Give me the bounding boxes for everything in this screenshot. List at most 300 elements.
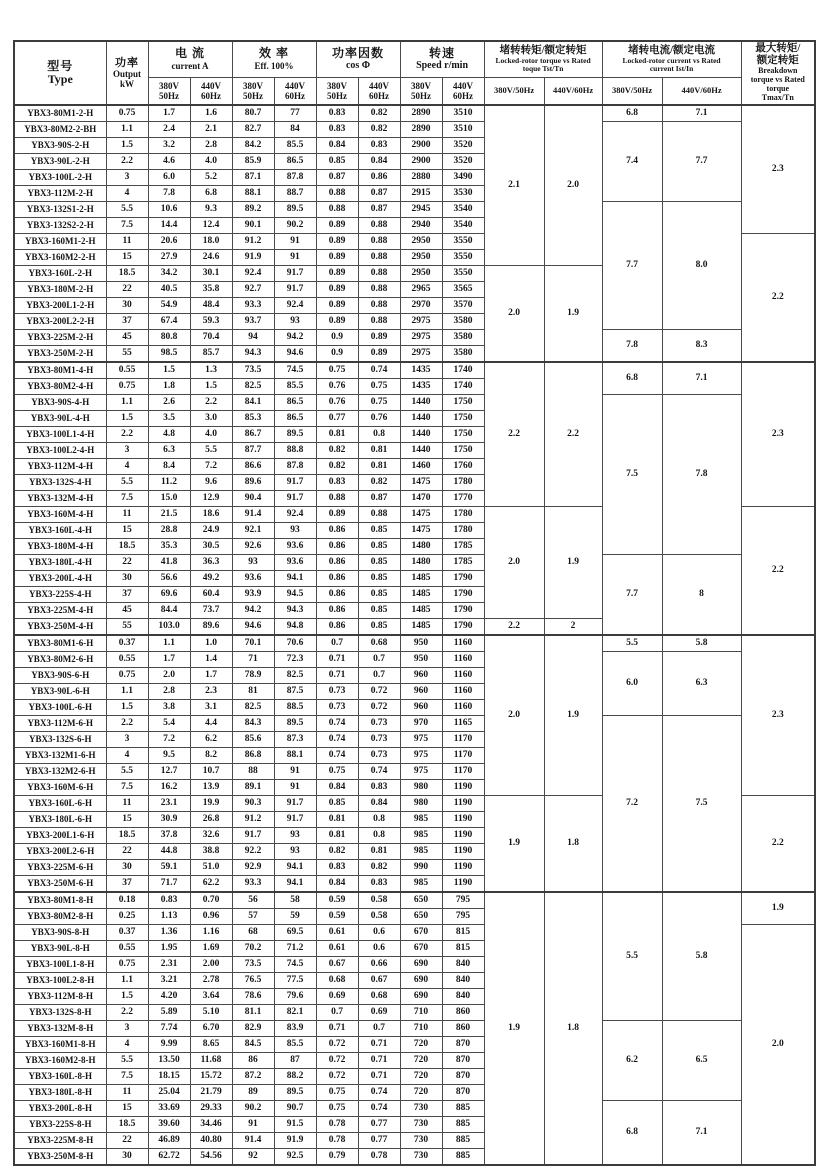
cell-value: 3.8 bbox=[148, 700, 190, 716]
cell-value: 0.88 bbox=[358, 282, 400, 298]
cell-value: 30.1 bbox=[190, 266, 232, 282]
freq-label: 50Hz bbox=[159, 90, 179, 101]
cell-value: 0.88 bbox=[358, 218, 400, 234]
cell-value: 0.89 bbox=[358, 346, 400, 363]
cell-value: 0.86 bbox=[316, 571, 358, 587]
cell-value: 0.78 bbox=[358, 1149, 400, 1166]
cell-value: 81 bbox=[232, 684, 274, 700]
cell-value: 0.61 bbox=[316, 941, 358, 957]
header-tmax-zh1: 最大转矩/ bbox=[755, 43, 801, 55]
cell-model: YBX3-90S-2-H bbox=[14, 138, 106, 154]
cell-value: 720 bbox=[400, 1053, 442, 1069]
cell-value: 2940 bbox=[400, 218, 442, 234]
cell-value: 5.89 bbox=[148, 1005, 190, 1021]
cell-ist-ratio: 7.1 bbox=[662, 362, 741, 395]
cell-value: 74.5 bbox=[274, 362, 316, 379]
cell-value: 93 bbox=[232, 555, 274, 571]
cell-value: 92.9 bbox=[232, 860, 274, 876]
cell-value: 94.1 bbox=[274, 860, 316, 876]
header-current-en: current A bbox=[171, 60, 209, 71]
cell-value: 0.82 bbox=[316, 844, 358, 860]
cell-value: 2.0 bbox=[148, 668, 190, 684]
cell-value: 0.81 bbox=[358, 844, 400, 860]
cell-value: 15 bbox=[106, 250, 148, 266]
cell-value: 1160 bbox=[442, 652, 484, 668]
cell-value: 0.86 bbox=[316, 555, 358, 571]
cell-value: 4.20 bbox=[148, 989, 190, 1005]
cell-value: 4 bbox=[106, 1037, 148, 1053]
cell-value: 950 bbox=[400, 635, 442, 652]
cell-model: YBX3-200L-4-H bbox=[14, 571, 106, 587]
cell-value: 87 bbox=[274, 1053, 316, 1069]
cell-value: 795 bbox=[442, 909, 484, 925]
cell-value: 33.69 bbox=[148, 1101, 190, 1117]
header-type-zh: 型号 bbox=[47, 58, 74, 73]
cell-value: 0.6 bbox=[358, 925, 400, 941]
cell-value: 0.75 bbox=[316, 764, 358, 780]
cell-value: 18.5 bbox=[106, 828, 148, 844]
cell-model: YBX3-160M1-2-H bbox=[14, 234, 106, 250]
cell-tmax-ratio: 2.3 bbox=[741, 362, 815, 507]
header-speed-en: Speed r/min bbox=[416, 60, 469, 72]
cell-value: 2.00 bbox=[190, 957, 232, 973]
cell-value: 13.9 bbox=[190, 780, 232, 796]
cell-value: 5.10 bbox=[190, 1005, 232, 1021]
cell-value: 18.15 bbox=[148, 1069, 190, 1085]
cell-value: 28.8 bbox=[148, 523, 190, 539]
cell-value: 730 bbox=[400, 1101, 442, 1117]
cell-value: 1170 bbox=[442, 732, 484, 748]
cell-value: 0.88 bbox=[316, 202, 358, 218]
cell-value: 89.5 bbox=[274, 716, 316, 732]
cell-value: 1.1 bbox=[148, 635, 190, 652]
cell-value: 1750 bbox=[442, 427, 484, 443]
cell-value: 0.74 bbox=[358, 1101, 400, 1117]
cell-value: 2.4 bbox=[148, 122, 190, 138]
cell-model: YBX3-225S-4-H bbox=[14, 587, 106, 603]
cell-value: 76.5 bbox=[232, 973, 274, 989]
freq-label: 50Hz bbox=[243, 90, 264, 101]
cell-value: 0.81 bbox=[316, 828, 358, 844]
cell-value: 15.72 bbox=[190, 1069, 232, 1085]
cell-value: 91 bbox=[274, 764, 316, 780]
cell-ist-ratio: 6.8 bbox=[602, 362, 662, 395]
cell-value: 0.73 bbox=[358, 716, 400, 732]
cell-value: 87.3 bbox=[274, 732, 316, 748]
cell-value: 34.46 bbox=[190, 1117, 232, 1133]
cell-value: 1160 bbox=[442, 668, 484, 684]
header-current-zh: 电 流 bbox=[175, 46, 206, 61]
cell-value: 1790 bbox=[442, 603, 484, 619]
cell-value: 0.85 bbox=[358, 539, 400, 555]
cell-tmax-ratio: 2.3 bbox=[741, 105, 815, 234]
cell-value: 0.89 bbox=[316, 314, 358, 330]
header-current-440 bbox=[190, 77, 232, 105]
cell-value: 0.55 bbox=[106, 652, 148, 668]
freq-label: 60Hz bbox=[285, 90, 306, 101]
cell-value: 0.72 bbox=[358, 684, 400, 700]
cell-value: 0.76 bbox=[316, 395, 358, 411]
cell-value: 0.59 bbox=[316, 892, 358, 909]
cell-value: 2975 bbox=[400, 346, 442, 363]
cell-value: 51.0 bbox=[190, 860, 232, 876]
cell-value: 8.4 bbox=[148, 459, 190, 475]
cell-value: 1160 bbox=[442, 635, 484, 652]
cell-value: 18.0 bbox=[190, 234, 232, 250]
cell-tst-ratio: 2.1 bbox=[484, 105, 544, 266]
cell-value: 88 bbox=[232, 764, 274, 780]
cell-value: 87.2 bbox=[232, 1069, 274, 1085]
cell-model: YBX3-132M-8-H bbox=[14, 1021, 106, 1037]
cell-value: 91 bbox=[274, 780, 316, 796]
cell-value: 11.2 bbox=[148, 475, 190, 491]
voltage-label: 440V bbox=[285, 80, 306, 91]
cell-value: 0.85 bbox=[358, 523, 400, 539]
cell-value: 0.82 bbox=[358, 475, 400, 491]
cell-value: 77.5 bbox=[274, 973, 316, 989]
cell-value: 2950 bbox=[400, 266, 442, 282]
cell-value: 1.5 bbox=[106, 138, 148, 154]
cell-value: 82.1 bbox=[274, 1005, 316, 1021]
cell-value: 85.7 bbox=[190, 346, 232, 363]
cell-value: 45 bbox=[106, 603, 148, 619]
cell-value: 4.0 bbox=[190, 154, 232, 170]
cell-value: 1740 bbox=[442, 362, 484, 379]
cell-value: 7.5 bbox=[106, 1069, 148, 1085]
cell-model: YBX3-80M1-4-H bbox=[14, 362, 106, 379]
header-speed-440 bbox=[442, 77, 484, 105]
cell-value: 86.5 bbox=[274, 411, 316, 427]
cell-value: 3520 bbox=[442, 154, 484, 170]
cell-value: 2.8 bbox=[148, 684, 190, 700]
cell-ist-ratio: 5.8 bbox=[662, 635, 741, 652]
header-power bbox=[106, 41, 148, 105]
cell-value: 975 bbox=[400, 748, 442, 764]
cell-model: YBX3-132S-4-H bbox=[14, 475, 106, 491]
cell-value: 94.8 bbox=[274, 619, 316, 636]
cell-value: 0.87 bbox=[358, 491, 400, 507]
voltage-label: 440V bbox=[453, 80, 474, 91]
cell-value: 0.77 bbox=[358, 1133, 400, 1149]
table-row bbox=[14, 635, 815, 652]
cell-value: 3550 bbox=[442, 234, 484, 250]
cell-model: YBX3-132S2-2-H bbox=[14, 218, 106, 234]
motor-spec-table bbox=[13, 40, 816, 1166]
cell-value: 86.7 bbox=[232, 427, 274, 443]
cell-model: YBX3-132M1-6-H bbox=[14, 748, 106, 764]
cell-value: 885 bbox=[442, 1101, 484, 1117]
cell-value: 0.61 bbox=[316, 925, 358, 941]
cell-value: 0.7 bbox=[358, 668, 400, 684]
voltage-label: 380V bbox=[243, 80, 264, 91]
cell-value: 88.8 bbox=[274, 443, 316, 459]
cell-value: 77 bbox=[274, 105, 316, 122]
cell-value: 90.2 bbox=[232, 1101, 274, 1117]
cell-model: YBX3-200L1-2-H bbox=[14, 298, 106, 314]
cell-value: 1190 bbox=[442, 860, 484, 876]
cell-value: 1.95 bbox=[148, 941, 190, 957]
cell-value: 87.1 bbox=[232, 170, 274, 186]
cell-value: 60.4 bbox=[190, 587, 232, 603]
cell-value: 0.81 bbox=[358, 443, 400, 459]
cell-value: 85.6 bbox=[232, 732, 274, 748]
cell-value: 1.0 bbox=[190, 635, 232, 652]
cell-value: 82.7 bbox=[232, 122, 274, 138]
cell-value: 730 bbox=[400, 1133, 442, 1149]
cell-ist-ratio: 7.1 bbox=[662, 105, 741, 122]
table-body bbox=[14, 105, 815, 1165]
header-ist-en1: Locked-rotor current vs Rated bbox=[622, 55, 721, 65]
cell-value: 6.2 bbox=[190, 732, 232, 748]
cell-value: 8.2 bbox=[190, 748, 232, 764]
cell-value: 18.5 bbox=[106, 1117, 148, 1133]
cell-value: 1790 bbox=[442, 619, 484, 636]
cell-value: 1760 bbox=[442, 459, 484, 475]
cell-value: 795 bbox=[442, 892, 484, 909]
cell-value: 5.2 bbox=[190, 170, 232, 186]
cell-value: 73.5 bbox=[232, 362, 274, 379]
cell-value: 2.6 bbox=[148, 395, 190, 411]
cell-tst-ratio: 1.8 bbox=[544, 796, 602, 893]
cell-value: 0.87 bbox=[316, 170, 358, 186]
cell-value: 1780 bbox=[442, 475, 484, 491]
cell-value: 2.1 bbox=[190, 122, 232, 138]
cell-value: 92.4 bbox=[274, 507, 316, 523]
cell-value: 24.9 bbox=[190, 523, 232, 539]
header-eff-440 bbox=[274, 77, 316, 105]
cell-value: 11 bbox=[106, 796, 148, 812]
cell-value: 2950 bbox=[400, 250, 442, 266]
cell-value: 0.37 bbox=[106, 925, 148, 941]
cell-model: YBX3-80M2-2-BH bbox=[14, 122, 106, 138]
cell-model: YBX3-80M2-4-H bbox=[14, 379, 106, 395]
cell-model: YBX3-160L-2-H bbox=[14, 266, 106, 282]
cell-value: 1740 bbox=[442, 379, 484, 395]
cell-ist-ratio: 6.0 bbox=[602, 652, 662, 716]
cell-tst-ratio: 2.2 bbox=[484, 362, 544, 507]
header-current-group bbox=[148, 41, 232, 77]
cell-value: 1.69 bbox=[190, 941, 232, 957]
cell-value: 0.88 bbox=[358, 298, 400, 314]
cell-value: 89.2 bbox=[232, 202, 274, 218]
cell-model: YBX3-80M2-6-H bbox=[14, 652, 106, 668]
cell-value: 18.5 bbox=[106, 266, 148, 282]
cell-value: 0.73 bbox=[358, 748, 400, 764]
cell-value: 7.5 bbox=[106, 491, 148, 507]
cell-value: 0.58 bbox=[358, 909, 400, 925]
cell-value: 0.7 bbox=[358, 652, 400, 668]
cell-value: 0.68 bbox=[358, 989, 400, 1005]
cell-model: YBX3-160M1-8-H bbox=[14, 1037, 106, 1053]
cell-value: 3540 bbox=[442, 218, 484, 234]
cell-tst-ratio: 1.9 bbox=[484, 892, 544, 1165]
cell-model: YBX3-132M2-6-H bbox=[14, 764, 106, 780]
cell-value: 93.3 bbox=[232, 298, 274, 314]
cell-value: 840 bbox=[442, 973, 484, 989]
cell-value: 1.5 bbox=[148, 362, 190, 379]
cell-value: 91.9 bbox=[232, 250, 274, 266]
cell-value: 74.5 bbox=[274, 957, 316, 973]
cell-value: 0.67 bbox=[316, 957, 358, 973]
cell-value: 84 bbox=[274, 122, 316, 138]
cell-value: 11.68 bbox=[190, 1053, 232, 1069]
cell-value: 0.82 bbox=[358, 122, 400, 138]
cell-value: 0.89 bbox=[316, 250, 358, 266]
cell-value: 5.4 bbox=[148, 716, 190, 732]
cell-value: 1190 bbox=[442, 780, 484, 796]
cell-value: 860 bbox=[442, 1005, 484, 1021]
cell-value: 0.74 bbox=[316, 732, 358, 748]
cell-value: 86.6 bbox=[232, 459, 274, 475]
cell-value: 91 bbox=[274, 250, 316, 266]
cell-value: 35.8 bbox=[190, 282, 232, 298]
header-speed-zh: 转速 bbox=[429, 45, 456, 60]
cell-value: 3.21 bbox=[148, 973, 190, 989]
cell-value: 73.7 bbox=[190, 603, 232, 619]
cell-value: 15 bbox=[106, 1101, 148, 1117]
cell-value: 18.6 bbox=[190, 507, 232, 523]
cell-value: 30 bbox=[106, 571, 148, 587]
cell-value: 975 bbox=[400, 732, 442, 748]
cell-value: 1485 bbox=[400, 603, 442, 619]
cell-value: 93 bbox=[274, 828, 316, 844]
cell-value: 2970 bbox=[400, 298, 442, 314]
cell-value: 84.5 bbox=[232, 1037, 274, 1053]
cell-tst-ratio: 2.2 bbox=[484, 619, 544, 636]
cell-model: YBX3-80M1-2-H bbox=[14, 105, 106, 122]
cell-value: 0.85 bbox=[358, 619, 400, 636]
header-pf-440 bbox=[358, 77, 400, 105]
cell-tst-ratio: 1.9 bbox=[544, 266, 602, 363]
cell-value: 91.5 bbox=[274, 1117, 316, 1133]
cell-value: 980 bbox=[400, 796, 442, 812]
cell-value: 1.6 bbox=[190, 105, 232, 122]
cell-ist-ratio: 7.4 bbox=[602, 122, 662, 202]
cell-value: 3510 bbox=[442, 105, 484, 122]
table-row bbox=[14, 652, 815, 668]
cell-value: 0.83 bbox=[358, 876, 400, 893]
cell-value: 41.8 bbox=[148, 555, 190, 571]
cell-model: YBX3-80M2-8-H bbox=[14, 909, 106, 925]
cell-value: 2.2 bbox=[106, 154, 148, 170]
cell-value: 25.04 bbox=[148, 1085, 190, 1101]
cell-value: 40.5 bbox=[148, 282, 190, 298]
cell-value: 85.5 bbox=[274, 138, 316, 154]
cell-value: 0.83 bbox=[358, 780, 400, 796]
cell-tmax-ratio: 2.3 bbox=[741, 635, 815, 796]
cell-model: YBX3-100L1-4-H bbox=[14, 427, 106, 443]
cell-value: 30.5 bbox=[190, 539, 232, 555]
cell-value: 70.1 bbox=[232, 635, 274, 652]
cell-value: 69.5 bbox=[274, 925, 316, 941]
cell-value: 985 bbox=[400, 844, 442, 860]
cell-model: YBX3-100L2-8-H bbox=[14, 973, 106, 989]
cell-value: 88.7 bbox=[274, 186, 316, 202]
cell-ist-ratio: 8.3 bbox=[662, 330, 741, 363]
header-tmax-zh2: 额定转矩 bbox=[756, 55, 799, 67]
cell-value: 21.79 bbox=[190, 1085, 232, 1101]
cell-value: 10.7 bbox=[190, 764, 232, 780]
header-tst-440: 440V/60Hz bbox=[544, 77, 602, 105]
cell-value: 48.4 bbox=[190, 298, 232, 314]
cell-value: 1190 bbox=[442, 796, 484, 812]
cell-value: 59.1 bbox=[148, 860, 190, 876]
header-tst-380: 380V/50Hz bbox=[484, 77, 544, 105]
cell-value: 1470 bbox=[400, 491, 442, 507]
cell-value: 92.7 bbox=[232, 282, 274, 298]
cell-value: 94.1 bbox=[274, 571, 316, 587]
cell-value: 1770 bbox=[442, 491, 484, 507]
cell-value: 815 bbox=[442, 925, 484, 941]
cell-model: YBX3-100L2-4-H bbox=[14, 443, 106, 459]
cell-ist-ratio: 7.8 bbox=[662, 395, 741, 555]
cell-value: 0.83 bbox=[316, 122, 358, 138]
cell-value: 93 bbox=[274, 523, 316, 539]
header-ist-380: 380V/50Hz bbox=[602, 77, 662, 105]
cell-value: 0.78 bbox=[316, 1117, 358, 1133]
cell-value: 91.7 bbox=[232, 828, 274, 844]
cell-value: 0.77 bbox=[316, 411, 358, 427]
cell-value: 3550 bbox=[442, 250, 484, 266]
header-type-en: Type bbox=[47, 72, 73, 86]
cell-value: 985 bbox=[400, 812, 442, 828]
cell-value: 0.82 bbox=[358, 105, 400, 122]
cell-value: 0.84 bbox=[358, 154, 400, 170]
cell-value: 2900 bbox=[400, 154, 442, 170]
cell-value: 0.83 bbox=[316, 475, 358, 491]
cell-ist-ratio: 6.5 bbox=[662, 1021, 741, 1101]
cell-value: 0.71 bbox=[358, 1037, 400, 1053]
cell-value: 650 bbox=[400, 909, 442, 925]
cell-value: 0.74 bbox=[316, 748, 358, 764]
cell-value: 93.6 bbox=[232, 571, 274, 587]
cell-value: 11 bbox=[106, 1085, 148, 1101]
cell-model: YBX3-200L2-6-H bbox=[14, 844, 106, 860]
cell-value: 2950 bbox=[400, 234, 442, 250]
cell-value: 9.3 bbox=[190, 202, 232, 218]
cell-value: 2.31 bbox=[148, 957, 190, 973]
freq-label: 50Hz bbox=[327, 90, 348, 101]
cell-value: 56 bbox=[232, 892, 274, 909]
cell-model: YBX3-200L2-2-H bbox=[14, 314, 106, 330]
cell-value: 38.8 bbox=[190, 844, 232, 860]
cell-value: 82.5 bbox=[232, 379, 274, 395]
cell-value: 91.2 bbox=[232, 812, 274, 828]
cell-value: 27.9 bbox=[148, 250, 190, 266]
cell-model: YBX3-200L1-6-H bbox=[14, 828, 106, 844]
cell-value: 0.67 bbox=[358, 973, 400, 989]
cell-ist-ratio: 7.1 bbox=[662, 1101, 741, 1166]
cell-value: 0.86 bbox=[316, 619, 358, 636]
cell-value: 0.86 bbox=[316, 523, 358, 539]
cell-value: 11 bbox=[106, 234, 148, 250]
cell-value: 89.5 bbox=[274, 202, 316, 218]
cell-value: 4.8 bbox=[148, 427, 190, 443]
cell-model: YBX3-160M-6-H bbox=[14, 780, 106, 796]
cell-value: 87.8 bbox=[274, 170, 316, 186]
cell-value: 2.2 bbox=[106, 1005, 148, 1021]
cell-value: 0.83 bbox=[316, 105, 358, 122]
cell-value: 1.4 bbox=[190, 652, 232, 668]
cell-value: 9.99 bbox=[148, 1037, 190, 1053]
cell-value: 0.85 bbox=[358, 603, 400, 619]
cell-value: 0.74 bbox=[358, 764, 400, 780]
header-tmax-en1: Breakdown bbox=[758, 65, 798, 75]
cell-value: 0.84 bbox=[358, 796, 400, 812]
cell-value: 0.75 bbox=[358, 379, 400, 395]
cell-value: 0.75 bbox=[106, 957, 148, 973]
cell-tmax-ratio: 1.9 bbox=[741, 892, 815, 925]
